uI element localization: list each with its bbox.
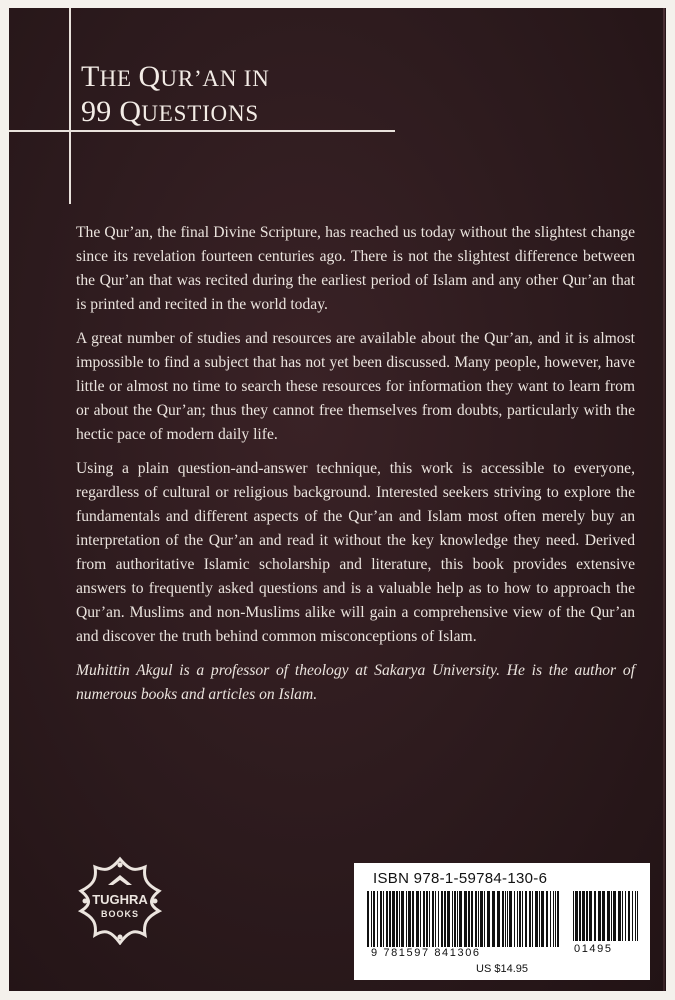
barcode-bar [423,891,425,947]
barcode-bar [557,891,559,947]
barcode-bar [589,891,592,941]
barcode-bar [618,891,621,941]
barcode-bar [539,891,540,947]
book-back-cover [9,8,666,991]
barcode-bar [635,891,636,941]
barcode-bar [598,891,601,941]
spine-edge [663,8,665,991]
barcode-bar [586,891,588,941]
barcode-bar [611,891,612,941]
barcode-bar [408,891,411,947]
book-title [81,60,270,130]
barcode-bar [396,891,398,947]
vertical-rule [69,8,71,204]
barcode-bar [546,891,548,947]
author-bio: Muhittin Akgul is a professor of theology at Sakarya University. He is the author of numerous books and articles on Islam. [76,662,635,703]
barcode-bar [525,891,527,947]
barcode-bar [480,891,483,947]
barcode-bar [429,891,430,947]
barcode-bar [497,891,500,947]
addon-barcode [573,891,639,941]
barcode-bar [505,891,506,947]
barcode-bar [484,891,485,947]
barcode-bar [594,891,596,941]
barcode-bar [386,891,388,947]
barcode-bar [373,891,375,947]
price-label: US $14.95 [476,963,528,975]
barcode-bar [509,891,512,947]
barcode-bar [435,891,436,947]
barcode-bar [457,891,458,947]
barcode-bar [507,891,508,947]
barcode-bar [420,891,421,947]
barcode-bar [478,891,479,947]
barcode-bar [377,891,378,947]
barcode-bar [392,891,395,947]
title-line-1: THE QUR’AN IN [81,60,270,93]
barcode-panel [354,863,650,980]
barcode-bar [438,891,439,947]
barcode-bar [541,891,544,947]
isbn-label: ISBN 978-1-59784-130-6 [373,870,548,887]
barcode-bar [519,891,521,947]
barcode-bar [452,891,453,947]
svg-text:BOOKS: BOOKS [100,909,140,919]
barcode-bar [371,891,372,947]
barcode-bar [502,891,504,947]
barcode-bar [399,891,400,947]
blurb-paragraph-1: The Qur’an, the final Divine Scripture, has reached us today without the slightest change since its revelation fourteen centuries ago. There is not the slightest difference between the Qur’an that was recited during the earliest period of Islam and any other Qur’an that is printed and recited in the world today. [76,224,635,313]
barcode-bar [514,891,515,947]
barcode-bar [522,891,523,947]
barcode-bar [535,891,538,947]
barcode-bar [444,891,446,947]
ean-digits: 9 781597 841306 [371,947,481,959]
barcode-bar [468,891,470,947]
barcode-bar [367,891,369,947]
barcode-bar [555,891,556,947]
barcode-bar [383,891,384,947]
barcode-bar [628,891,630,941]
barcode-bar [416,891,419,947]
barcode-bar [532,891,533,947]
barcode-bar [579,891,581,941]
blurb-paragraph-3: Using a plain question-and-answer technique, this work is accessible to everyone, regardless of cultural or religious background. Interested seekers striving to explore the fundamentals and different aspects of the Qur’an and Islam most often merely buy an interpretation of the Qur’an and read it without the key knowledge they need. Derived from authoritative Islamic scholarship and literature, this book provides extensive answers to frequently asked questions and is a valuable help as to how to approach the Qur’an. Muslims and non-Muslims alike will gain a comprehensive view of the Qur’an and discover the truth behind common misconceptions of Islam. [76,460,635,645]
barcode-bar [602,891,605,941]
barcode-bar [607,891,610,941]
barcode-bar [487,891,490,947]
barcode-bar [406,891,407,947]
barcode-bar [380,891,382,947]
barcode-bar [622,891,623,941]
horizontal-rule [9,130,395,132]
barcode-bar [454,891,456,947]
tughra-books-logo-icon [75,855,165,945]
barcode-bar [529,891,531,947]
blurb-text [76,221,635,717]
barcode-bar [492,891,495,947]
barcode-bar [447,891,450,947]
barcode-bar [550,891,551,947]
barcode-bar [517,891,518,947]
ean-barcode [367,891,560,947]
barcode-bar [412,891,414,947]
blurb-paragraph-2: A great number of studies and resources are available about the Qur’an, and it is almost impossible to find a subject that has not yet been discussed. Many people, however, have little or almost no time to search these resources for information they want to learn from or about the Qur’an; thus they cannot free themselves from doubts, particularly with the hectic pace of modern daily life. [76,330,635,443]
barcode-bar [471,891,473,947]
barcode-bar [613,891,616,941]
barcode-bar [459,891,462,947]
barcode-bar [637,891,638,941]
barcode-bar [426,891,428,947]
title-line-2: 99 QUESTIONS [81,95,259,128]
svg-text:TUGHRA: TUGHRA [92,892,148,907]
barcode-bar [553,891,554,947]
barcode-bar [464,891,467,947]
barcode-bar [573,891,574,941]
barcode-bar [475,891,477,947]
barcode-bar [575,891,578,941]
barcode-bar [401,891,404,947]
barcode-bar [441,891,443,947]
barcode-bar [625,891,626,941]
addon-digits: 01495 [574,943,613,955]
barcode-bar [632,891,633,941]
barcode-bar [389,891,391,947]
barcode-bar [582,891,585,941]
barcode-bar [432,891,434,947]
